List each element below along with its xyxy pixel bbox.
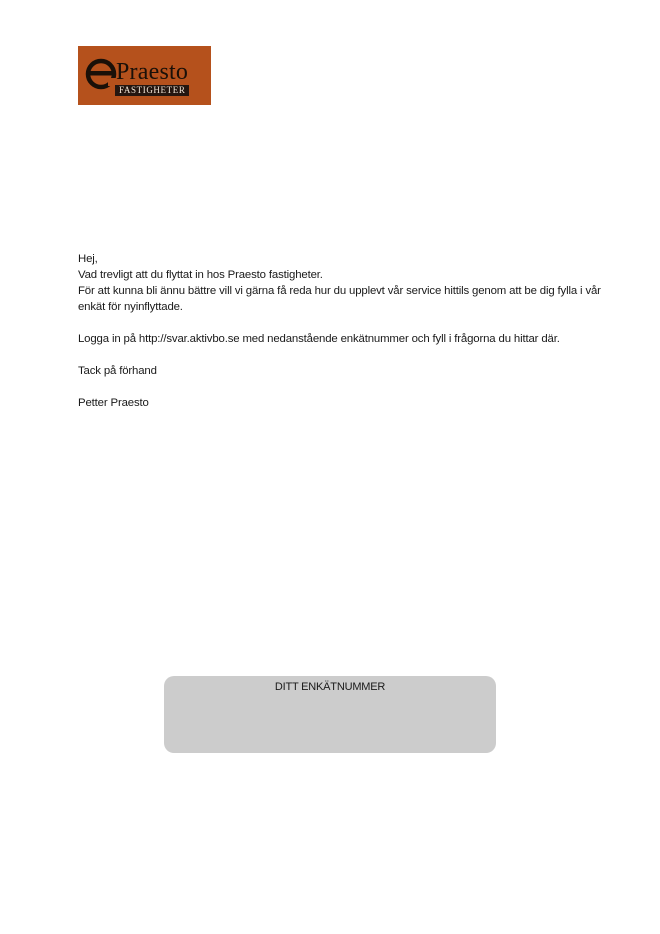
thanks: Tack på förhand: [78, 365, 157, 377]
intro-line: Vad trevligt att du flyttat in hos Praesto fastigheter.: [78, 269, 323, 281]
logo-name: Praesto: [116, 59, 189, 85]
survey-number-box: [164, 676, 496, 753]
letter-body: [78, 251, 618, 411]
greeting: Hej,: [78, 253, 98, 265]
signature: Petter Praesto: [78, 397, 149, 409]
logo-subtitle: FASTIGHETER: [115, 85, 189, 96]
company-logo: [78, 46, 211, 105]
survey-number-label: DITT ENKÄTNUMMER: [274, 681, 386, 693]
instructions: Logga in på http://svar.aktivbo.se med nedanstående enkätnummer och fyll i frågorna du hittar där.: [78, 333, 560, 345]
request-line: För att kunna bli ännu bättre vill vi gärna få reda hur du upplevt vår service hittils genom att be dig fylla i vår enkät för nyinflyttade.: [78, 285, 601, 313]
